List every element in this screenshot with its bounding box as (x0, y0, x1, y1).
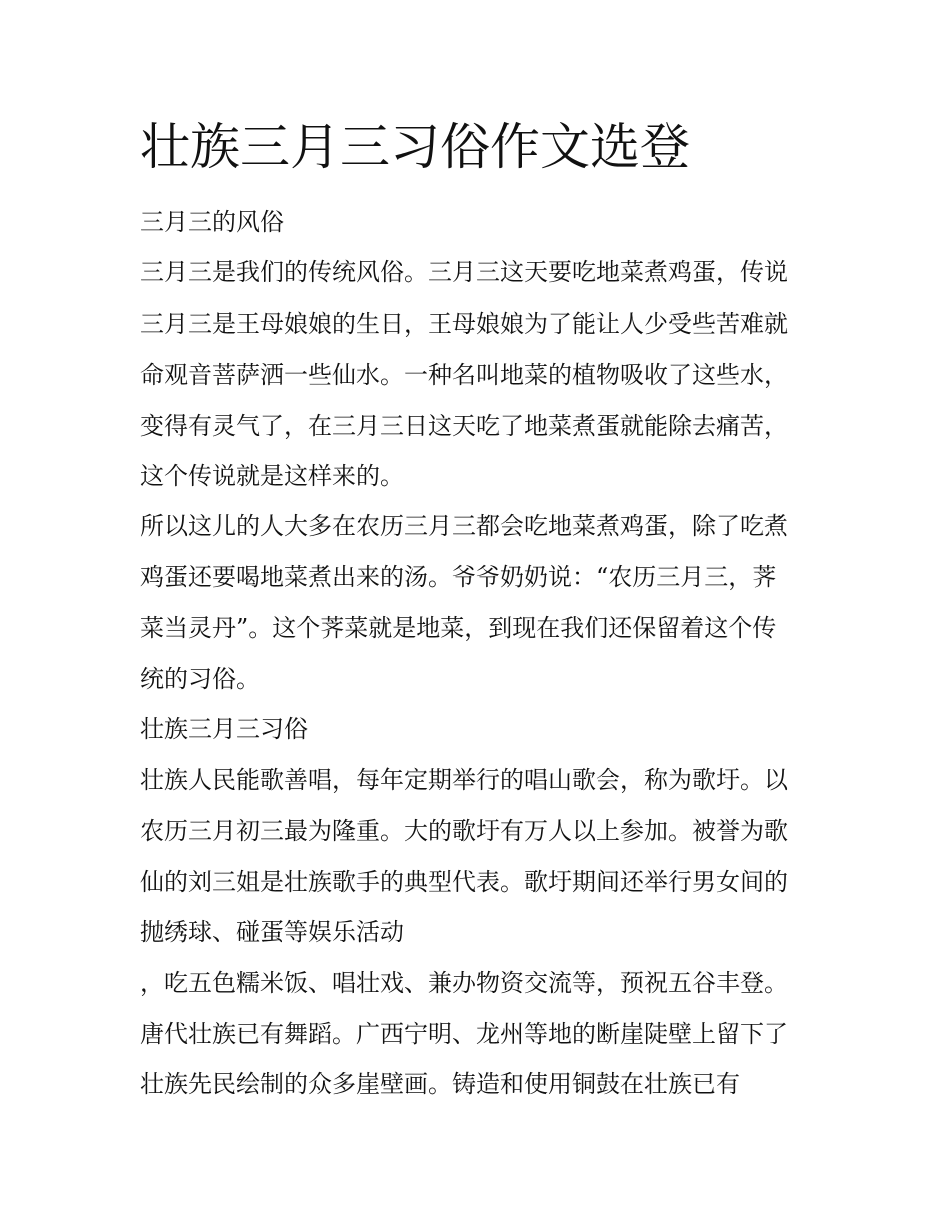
paragraph-line: 变得有灵气了，在三月三日这天吃了地菜煮蛋就能除去痛苦， (140, 412, 788, 440)
paragraph-line: 仙的刘三姐是壮族歌手的典型代表。歌圩期间还举行男女间的 (140, 868, 788, 896)
paragraph-line: 鸡蛋还要喝地菜煮出来的汤。爷爷奶奶说：“农历三月三，荠 (140, 563, 777, 591)
paragraph-line: 统的习俗。 (140, 665, 260, 693)
paragraph-line: 唐代壮族已有舞蹈。广西宁明、龙州等地的断崖陡壁上留下了 (140, 1020, 788, 1048)
paragraph-line: 菜当灵丹”。这个荠菜就是地菜，到现在我们还保留着这个传 (140, 614, 777, 642)
paragraph-line: 所以这儿的人大多在农历三月三都会吃地菜煮鸡蛋，除了吃煮 (140, 512, 788, 540)
section-heading: 壮族三月三习俗 (140, 715, 308, 743)
paragraph-line: 农历三月初三最为隆重。大的歌圩有万人以上参加。被誉为歌 (140, 817, 788, 845)
paragraph-line: 抛绣球、碰蛋等娱乐活动 (140, 918, 404, 946)
document-title: 壮族三月三习俗作文选登 (140, 118, 690, 176)
paragraph-line: 壮族人民能歌善唱，每年定期举行的唱山歌会，称为歌圩。以 (140, 766, 788, 794)
paragraph-line: 三月三是王母娘娘的生日，王母娘娘为了能让人少受些苦难就 (140, 310, 788, 338)
paragraph-line: 这个传说就是这样来的。 (140, 462, 404, 490)
section-heading: 三月三的风俗 (140, 208, 284, 236)
paragraph-line: ，吃五色糯米饭、唱壮戏、兼办物资交流等，预祝五谷丰登。 (140, 969, 788, 997)
paragraph-line: 命观音菩萨洒一些仙水。一种名叫地菜的植物吸收了这些水， (140, 361, 788, 389)
paragraph-line: 三月三是我们的传统风俗。三月三这天要吃地菜煮鸡蛋，传说 (140, 258, 788, 286)
paragraph-line: 壮族先民绘制的众多崖壁画。铸造和使用铜鼓在壮族已有 (140, 1070, 740, 1098)
